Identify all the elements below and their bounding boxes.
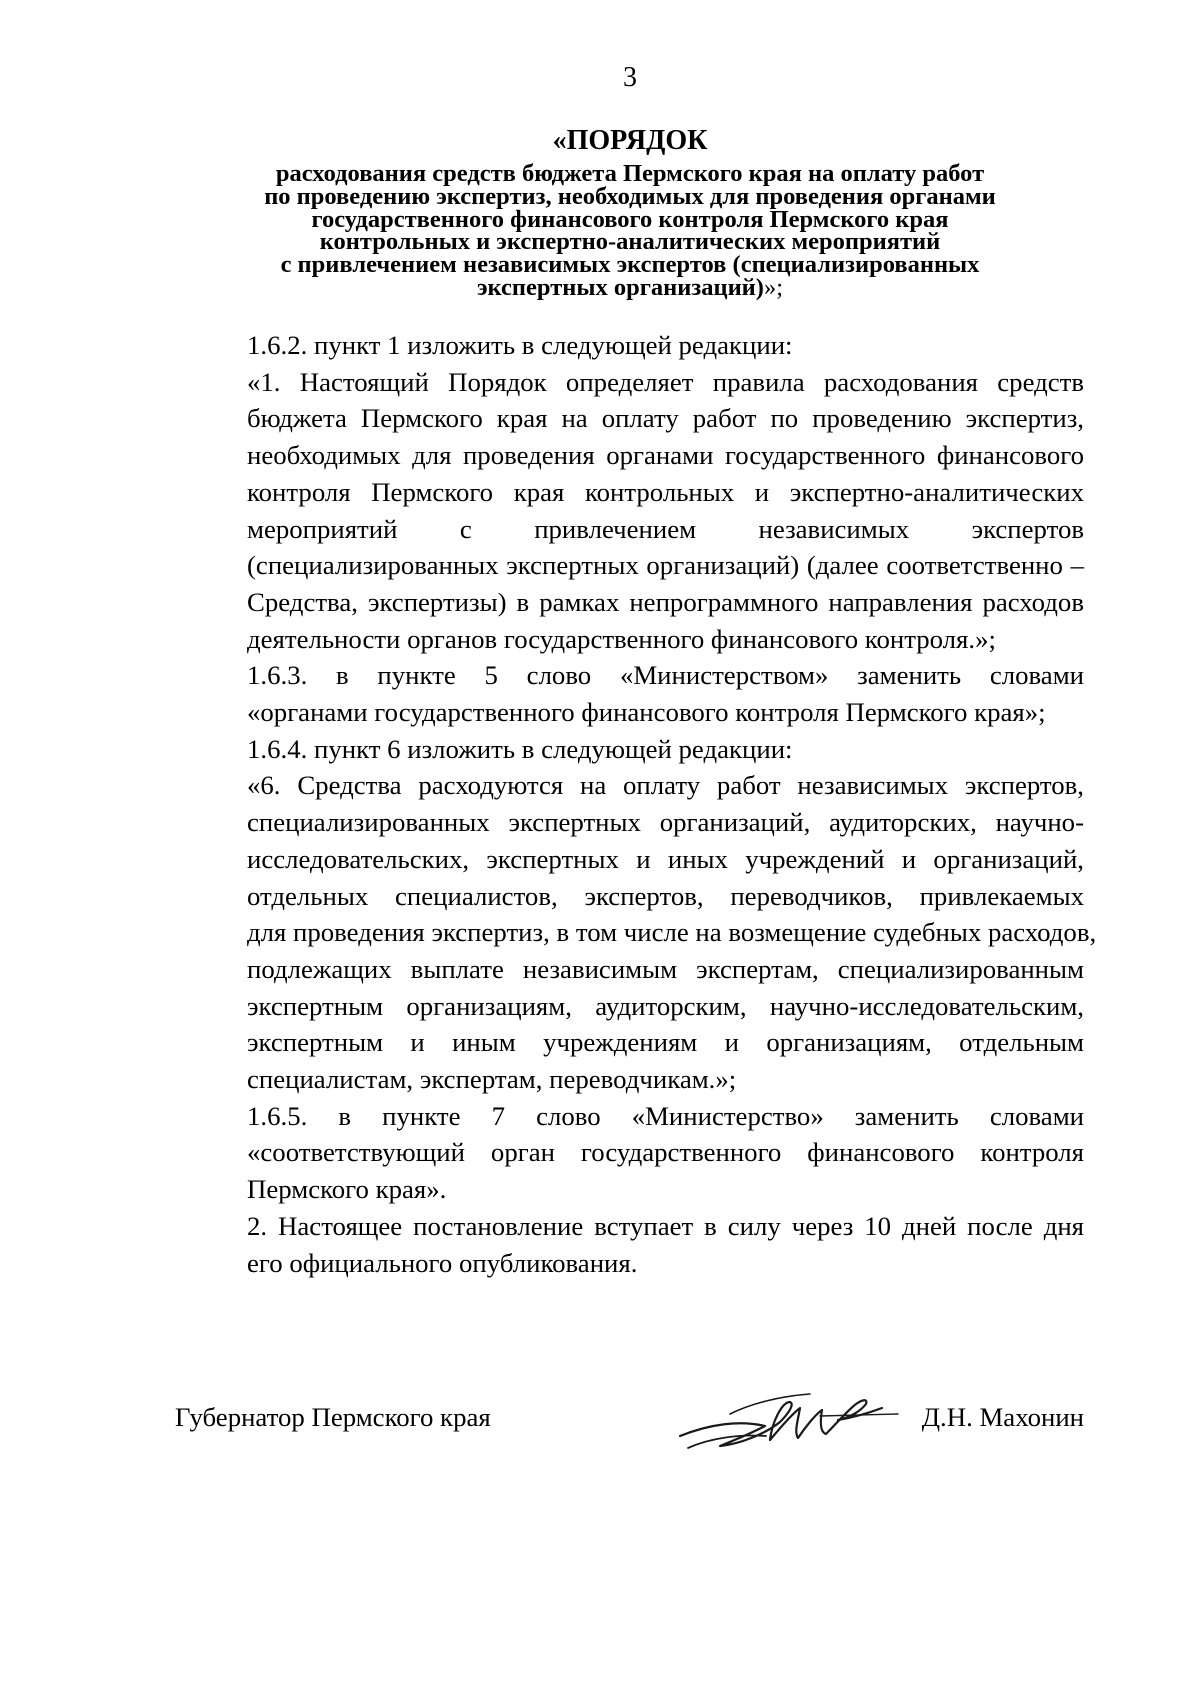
handwritten-signature — [670, 1374, 900, 1464]
signature-block — [175, 1402, 1084, 1462]
subtitle-line: по проведению экспертиз, необходимых для проведения органами — [264, 182, 996, 210]
paragraph-line: отдельных специалистов, экспертов, переводчиков, привлекаемых — [247, 880, 1084, 911]
paragraph-line: Пермского края». — [247, 1174, 447, 1205]
paragraph-quoted-point-6 — [175, 767, 1097, 1097]
paragraph-1-6-5 — [175, 1098, 1084, 1208]
paragraph-line: «органами государственного финансового контроля Пермского края»; — [247, 697, 1046, 728]
paragraph-line: 2. Настоящее постановление вступает в силу через 10 дней после дня — [247, 1210, 1084, 1241]
paragraph-1-6-4 — [175, 731, 1084, 768]
paragraph-line: мероприятий с привлечением независимых экспертов — [247, 513, 1084, 544]
paragraph-1-6-2 — [175, 327, 1084, 364]
paragraph-line: 1.6.5. в пункте 7 слово «Министерство» заменить словами — [247, 1100, 1084, 1131]
subtitle-line: с привлечением независимых экспертов (специализированных — [280, 251, 980, 279]
paragraph-line: специализированных экспертных организаций, аудиторских, научно- — [247, 807, 1084, 838]
paragraph-line: «соответствующий орган государственного финансового контроля — [247, 1137, 1084, 1168]
paragraph-line: контроля Пермского края контрольных и экспертно-аналитических — [247, 476, 1084, 507]
paragraph-line: деятельности органов государственного финансового контроля.»; — [247, 623, 996, 654]
paragraph-line: его официального опубликования. — [247, 1247, 638, 1278]
subtitle-line: контрольных и экспертно-аналитических мероприятий — [319, 228, 941, 256]
subtitle-line: государственного финансового контроля Пермского края — [311, 205, 949, 233]
document-body — [175, 327, 1097, 1281]
document-subtitle — [180, 160, 1080, 301]
paragraph-line: подлежащих выплате независимым экспертам, специализированным — [247, 953, 1084, 984]
paragraph-line: «1. Настоящий Порядок определяет правила расходования средств — [247, 366, 1084, 397]
paragraph-line: исследовательских, экспертных и иных учреждений и организаций, — [247, 843, 1084, 874]
paragraph-line: для проведения экспертиз, в том числе на возмещение судебных расходов, — [247, 917, 1097, 948]
subtitle-line-last — [180, 273, 1080, 301]
signatory-position: Губернатор Пермского края — [175, 1402, 491, 1432]
paragraph-line: 1.6.4. пункт 6 изложить в следующей редакции: — [247, 733, 793, 764]
signatory-name: Д.Н. Махонин — [921, 1402, 1084, 1432]
subtitle-closing-quote: »; — [763, 273, 784, 301]
paragraph-quoted-point-1 — [175, 364, 1084, 658]
paragraph-line: бюджета Пермского края на оплату работ по проведению экспертиз, — [247, 403, 1084, 434]
subtitle-line: расходования средств бюджета Пермского края на оплату работ — [275, 160, 985, 187]
page-number: 3 — [623, 62, 637, 93]
subtitle-line-text: экспертных организаций) — [476, 273, 764, 301]
paragraph-line: 1.6.2. пункт 1 изложить в следующей редакции: — [247, 330, 793, 360]
paragraph-line: экспертным и иным учреждениям и организациям, отдельным — [247, 1027, 1084, 1058]
paragraph-line: Средства, экспертизы) в рамках непрограммного направления расходов — [247, 586, 1084, 617]
document-title: «ПОРЯДОК — [552, 125, 708, 156]
paragraph-line: необходимых для проведения органами государственного финансового — [247, 440, 1084, 471]
paragraph-1-6-3 — [175, 657, 1084, 730]
paragraph-line: специалистам, экспертам, переводчикам.»; — [247, 1064, 737, 1095]
paragraph-line: экспертным организациям, аудиторским, научно-исследовательским, — [247, 990, 1084, 1021]
paragraph-line: «6. Средства расходуются на оплату работ независимых экспертов, — [247, 770, 1084, 801]
paragraph-line: 1.6.3. в пункте 5 слово «Министерством» заменить словами — [247, 660, 1084, 691]
paragraph-2-effective-date — [175, 1208, 1084, 1281]
paragraph-line: (специализированных экспертных организаций) (далее соответственно – — [247, 550, 1084, 581]
